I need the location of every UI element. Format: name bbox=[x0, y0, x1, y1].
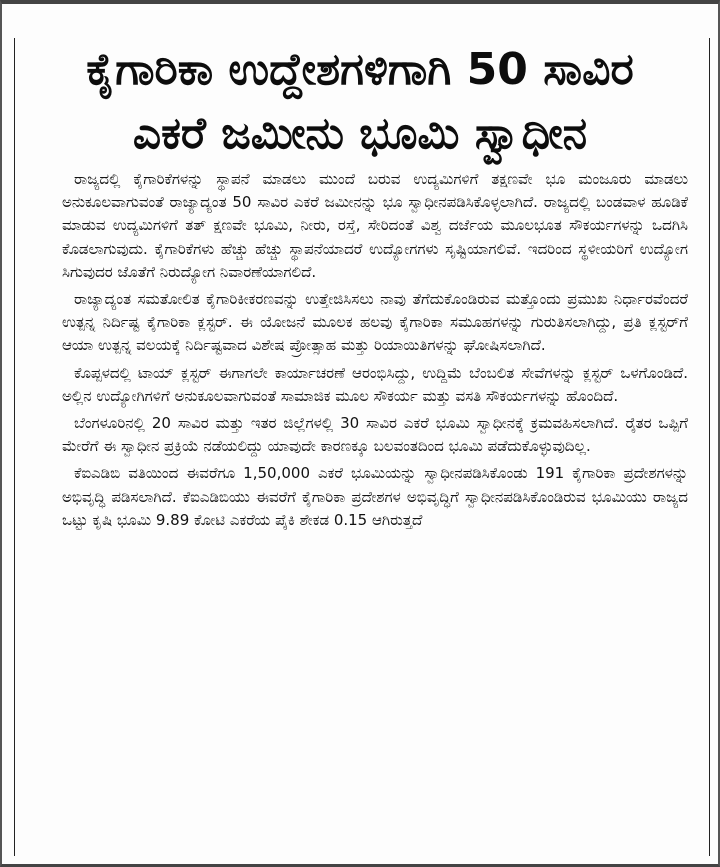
headline-line-2: ಎಕರೆ ಜಮೀನು ಭೂಮಿ ಸ್ವಾಧೀನ bbox=[132, 108, 588, 159]
paragraph-industrial-clusters: ರಾಜ್ಯಾದ್ಯಂತ ಸಮತೋಲಿತ ಕೈಗಾರಿಕೀಕರಣವನ್ನು ಉತ್ತೇಜಿಸಿಸಲು ನಾವು ತೆಗೆದುಕೊಂಡಿರುವ ಮತ್ತೊಂದು ಪ್ರಮುಖ ನಿರ್ಧಾರವೆಂದರೆ ಉತ್ಪನ್ನ ನಿರ್ದಿಷ್ಟ ಕೈಗಾರಿಕಾ ಕ್ಲಸ್ಟರ್. ಈ ಯೋಜನೆ ಮೂಲಕ ಹಲವು ಕೈಗಾರಿಕಾ ಸಮೂಹಗಳನ್ನು ಗುರುತಿಸಲಾಗಿದ್ದು, ಪ್ರತಿ ಕ್ಲಸ್ಟರ್‌ಗೆ ಆಯಾ ಉತ್ಪನ್ನ ವಲಯಕ್ಕೆ ನಿರ್ದಿಷ್ಟವಾದ ವಿಶೇಷ ಪ್ರೋತ್ಸಾಹ ಮತ್ತು ರಿಯಾಯಿತಿಗಳನ್ನು ಘೋಷಿಸಲಾಗಿದೆ. bbox=[62, 290, 688, 355]
paragraph-bengaluru-acquisition: ಬೆಂಗಳೂರಿನಲ್ಲಿ 20 ಸಾವಿರ ಮತ್ತು ಇತರ ಜಿಲ್ಲೆಗಳಲ್ಲಿ 30 ಸಾವಿರ ಎಕರೆ ಭೂಮಿ ಸ್ವಾಧೀನಕ್ಕೆ ಕ್ರಮವಹಿಸಲಾಗಿದೆ. ರೈತರ ಒಪ್ಪಿಗೆ ಮೇರೆಗೆ ಈ ಸ್ವಾಧೀನ ಪ್ರಕ್ರಿಯೆ ನಡೆಯಲಿದ್ದು ಯಾವುದೇ ಕಾರಣಕ್ಕೂ ಬಲವಂತದಿಂದ ಭೂಮಿ ಪಡೆದುಕೊಳ್ಳುವುದಿಲ್ಲ. bbox=[62, 414, 688, 456]
article-body bbox=[62, 168, 688, 532]
headline-line-1: ಕೈಗಾರಿಕಾ ಉದ್ದೇಶಗಳಿಗಾಗಿ 50 ಸಾವಿರ bbox=[86, 44, 634, 95]
paragraph-land-acquisition: ರಾಜ್ಯದಲ್ಲಿ ಕೈಗಾರಿಕೆಗಳನ್ನು ಸ್ಥಾಪನೆ ಮಾಡಲು ಮುಂದೆ ಬರುವ ಉದ್ಯಮಿಗಳಿಗೆ ತಕ್ಷಣವೇ ಭೂ ಮಂಜೂರು ಮಾಡಲು ಅನುಕೂಲವಾಗುವಂತೆ ರಾಜ್ಯಾದ್ಯಂತ 50 ಸಾವಿರ ಎಕರೆ ಜಮೀನನ್ನು ಭೂ ಸ್ವಾಧೀನಪಡಿಸಿಕೊಳ್ಳಲಾಗಿದೆ. ರಾಜ್ಯದಲ್ಲಿ ಬಂಡವಾಳ ಹೂಡಿಕೆ ಮಾಡುವ ಉದ್ಯಮಿಗಳಿಗೆ ತತ್ ಕ್ಷಣವೇ ಭೂಮಿ, ನೀರು, ರಸ್ತೆ, ಸೇರಿದಂತೆ ವಿಶ್ವ ದರ್ಜೆಯ ಮೂಲಭೂತ ಸೌಕರ್ಯಗಳನ್ನು ಒದಗಿಸಿ ಕೊಡಲಾಗುವುದು. ಕೈಗಾರಿಕೆಗಳು ಹೆಚ್ಚು ಹೆಚ್ಚು ಸ್ಥಾಪನೆಯಾದರೆ ಉದ್ಯೋಗಗಳು ಸೃಷ್ಟಿಯಾಗಲಿವೆ. ಇದರಿಂದ ಸ್ಥಳೀಯರಿಗೆ ಉದ್ಯೋಗ ಸಿಗುವುದರ ಜೊತೆಗೆ ನಿರುದ್ಯೋಗ ನಿವಾರಣೆಯಾಗಲಿದೆ. bbox=[62, 170, 688, 281]
paragraph-kiadb-statistics: ಕೆಐಎಡಿಬಿ ವತಿಯಿಂದ ಈವರೆಗೂ 1,50,000 ಎಕರೆ ಭೂಮಿಯನ್ನು ಸ್ವಾಧೀನಪಡಿಸಿಕೊಂಡು 191 ಕೈಗಾರಿಕಾ ಪ್ರದೇಶಗಳನ್ನು ಅಭಿವೃದ್ಧಿ ಪಡಿಸಲಾಗಿದೆ. ಕೆಐಎಡಿಬಿಯು ಈವರೆಗೆ ಕೈಗಾರಿಕಾ ಪ್ರದೇಶಗಳ ಅಭಿವೃದ್ಧಿಗೆ ಸ್ವಾಧೀನಪಡಿಸಿಕೊಂಡಿರುವ ಭೂಮಿಯು ರಾಜ್ಯದ ಒಟ್ಟು ಕೃಷಿ ಭೂಮಿ 9.89 ಕೋಟಿ ಎಕರೆಯ ಪೈಕಿ ಶೇಕಡ 0.15 ಆಗಿರುತ್ತದೆ bbox=[62, 464, 688, 529]
headline bbox=[22, 38, 698, 166]
paragraph-koppal-toy-cluster: ಕೊಪ್ಪಳದಲ್ಲಿ ಟಾಯ್ ಕ್ಲಸ್ಟರ್ ಈಗಾಗಲೇ ಕಾರ್ಯಾಚರಣೆ ಆರಂಭಿಸಿದ್ದು, ಉದ್ದಿಮೆ ಬೆಂಬಲಿತ ಸೇವೆಗಳನ್ನು ಕ್ಲಸ್ಟರ್ ಒಳಗೊಂಡಿದೆ. ಅಲ್ಲಿನ ಉದ್ಯೋಗಿಗಳಿಗೆ ಅನುಕೂಲವಾಗುವಂತೆ ಸಾಮಾಜಿಕ ಮೂಲ ಸೌಕರ್ಯ ಮತ್ತು ವಸತಿ ಸೌಕರ್ಯಗಳನ್ನು ಹೊಂದಿದೆ. bbox=[62, 363, 688, 405]
